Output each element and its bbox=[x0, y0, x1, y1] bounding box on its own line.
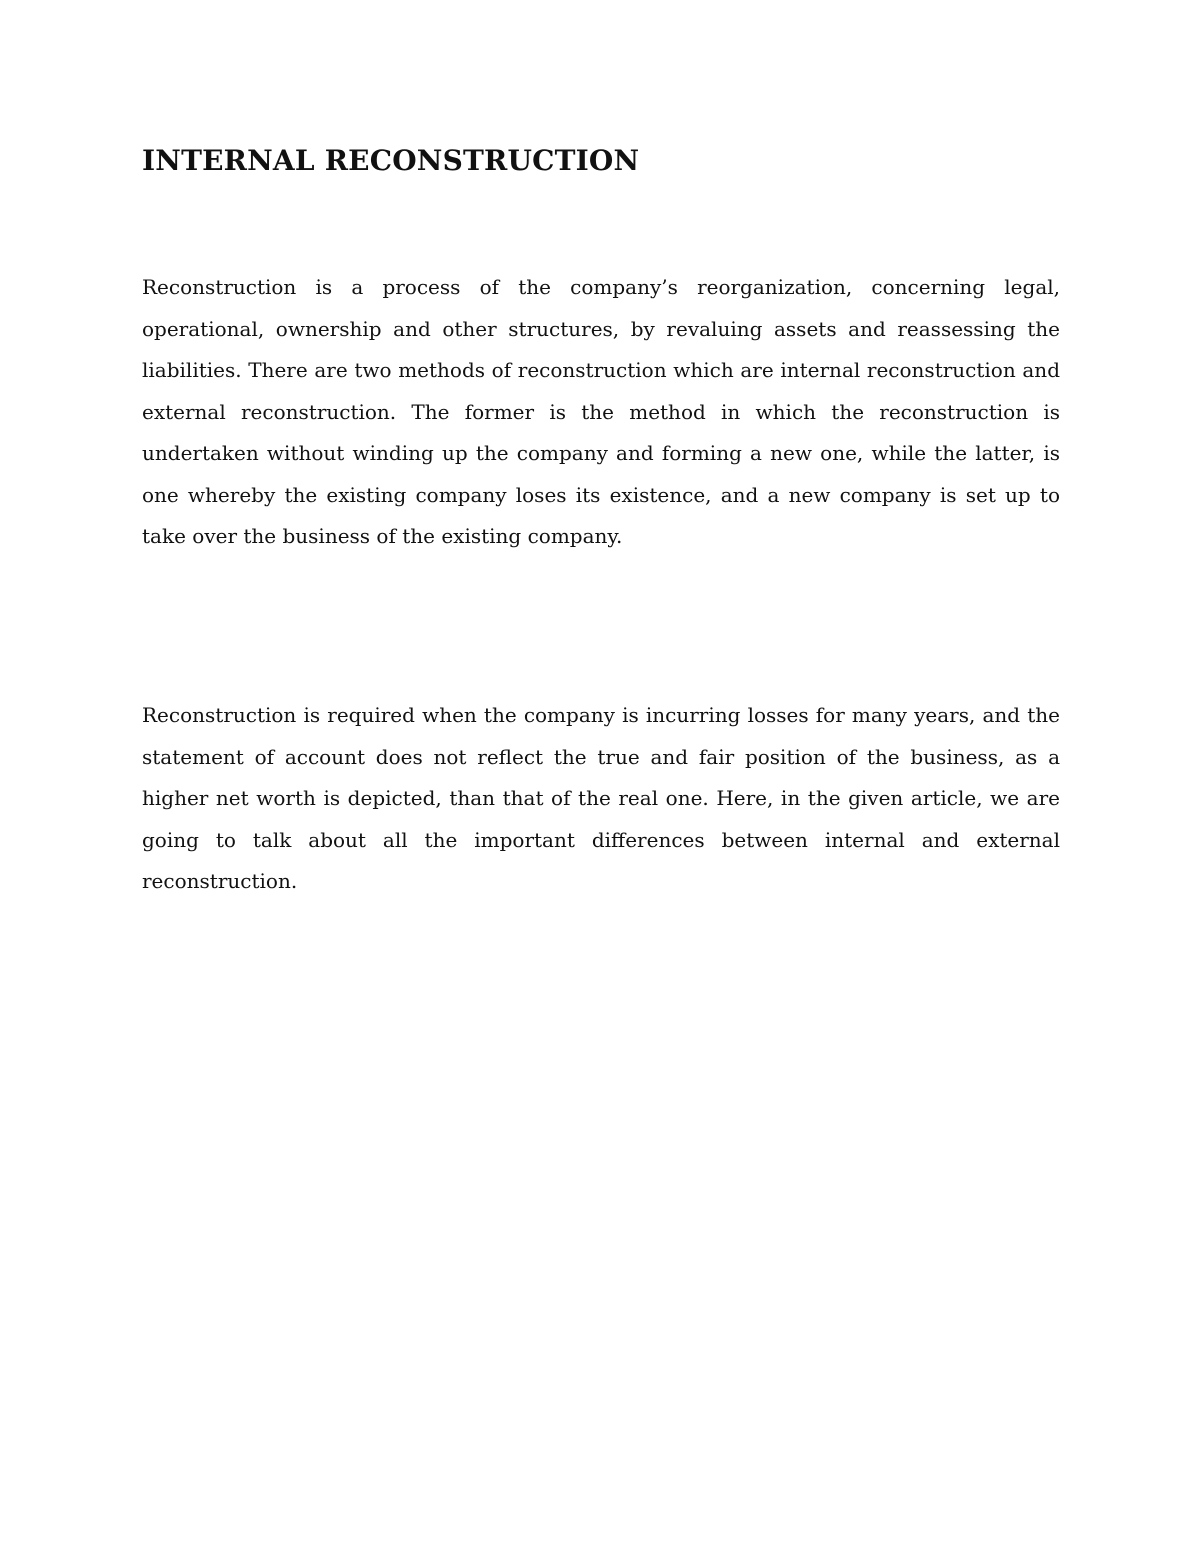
paragraph-reconstruction-definition: Reconstruction is a process of the company’s reorganization, concerning legal, operational, ownership and other structures, by revaluing assets and reassessing the liabilities. There are two methods of reconstruction which are internal reconstruction and external reconstruction. The former is the method in which the reconstruction is undertaken without winding up the company and forming a new one, while the latter, is one whereby the existing company loses its existence, and a new company is set up to take over the business of the existing company. bbox=[142, 275, 1060, 548]
paragraph-reconstruction-need: Reconstruction is required when the company is incurring losses for many years, and the statement of account does not reflect the true and fair position of the business, as a higher net worth is depicted, than that of the real one. Here, in the given article, we are going to talk about all the important differences between internal and external reconstruction. bbox=[142, 703, 1060, 893]
document-title: INTERNAL RECONSTRUCTION bbox=[142, 144, 640, 177]
